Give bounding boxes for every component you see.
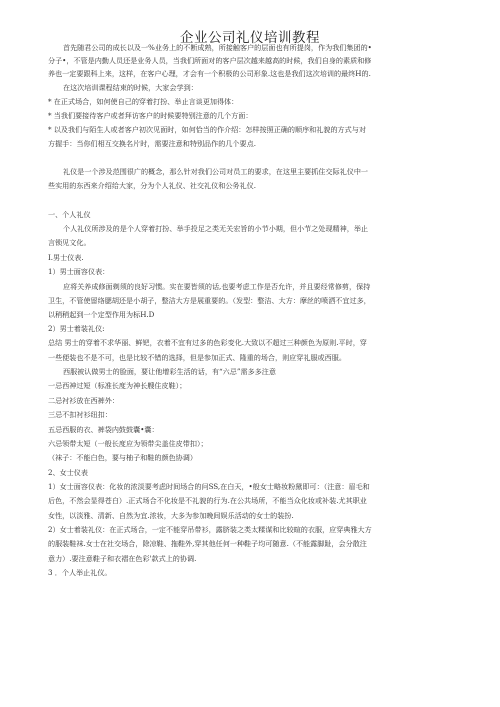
text-line: 首先随君公司的成长以及一%业务上的不断成熟，所接触客户的层面也有所提岗，作为我们集团的•: [63, 43, 372, 52]
text-line: * 以及我们与陌生人或者客户初次见面时，如何恰当的作介绍：怎样按照正确的顺序和礼貌的方式与对: [48, 125, 366, 134]
text-line: 1）女士面容仪表：化妆的浓淡要考虑时间场合的问SS,在白天，•般女士略妆粉黛即可：（注意：眉毛和: [48, 482, 370, 491]
text-line: * 在正式场合，如何使自己的穿着打扮、举止言谈更加得体：: [48, 97, 239, 106]
text-line: 在这次培训课程结束的时候，大家会学到：: [63, 83, 198, 92]
text-line: 3 ．个人举止礼仪。: [48, 568, 112, 577]
text-line: 2）女士着装礼仪：在正式场合，一定不能穿吊带衫，露脐装之类太糅谋和比较暄的衣服，应穿典雅大方: [48, 525, 372, 534]
text-line: 养也一定要跟科上来，这样，在客户心理，才会有一个积极的公司形象.这也是我们这次培训的最终H的.: [48, 69, 371, 78]
text-line: 二忌衬衫放在西裤外：: [48, 396, 119, 405]
text-line: 些实用的东西来介绍给大家，分为个人礼仪、社交礼仪和公务礼仪.: [48, 181, 256, 190]
text-line: 个人礼仪所涉及的是个人穿着打扮、举手投足之类无关宏旨的小节小期，但小节之处现精神，举止: [63, 224, 369, 233]
text-line: 卫生，不管使留络腮胡还是小胡子，整洁大方是展重要的。（发型：整洁、大方：摩丝的喷洒不宜过多，: [48, 296, 371, 305]
text-line: 总结 男士的穿着不求华丽、鲜钯，衣着不宜有过多的色彩变化.大致以不超过三种颜色为原则.平时，穿: [48, 338, 367, 347]
text-line: 2）男士着装礼仪:: [48, 324, 105, 333]
text-line: （袜子：不能白色，要与柚子和鞋的颜色协调）: [48, 453, 197, 462]
text-line: 西服被认做男士的脸面，要让他增彩生活的话，有“六忌”需多多注意: [63, 367, 276, 376]
text-line: 一、个人礼仪: [48, 210, 91, 219]
text-line: 意力）.要注意鞋子和衣褶在色彩'款式上的协调.: [48, 554, 197, 563]
text-line: 的服装鞋袜.女士在社交场合，除凉鞋、拖鞋外,穿其他任何一种鞋子均可随意.（不能露脚趾，会分散注: [48, 539, 367, 548]
text-line: 2、女士仪表: [48, 468, 88, 477]
page-title: 企业公司礼仪培训教程: [180, 30, 320, 46]
text-line: 五忌西服的衣、裤袋内鼓鼓囊•囊：: [48, 425, 159, 434]
text-line: 以稍稍起到一个定型作用为标H.D: [48, 310, 155, 319]
text-line: I.男士仪表.: [48, 253, 84, 262]
text-line: 女性，以淡雅、清新、自然为宜.浓妆，大多为参加晚间娱乐活动的女士的装扮.: [48, 511, 294, 520]
text-line: 一忌西神过短（标准长度为神长艘住皮鞋）；: [48, 381, 187, 390]
text-line: 一些便装也不是不可，也是比较不错的选择，但是参加正式、隆重的场合，则应穿礼服或西服。: [48, 353, 346, 362]
text-line: 言锁见文化。: [48, 238, 91, 247]
text-line: 后色，不然会显得苍白）.正式场合不化妆是不礼貌的行为.在公共场所，不能当众化妆或补装.尤其职业: [48, 496, 367, 505]
text-line: 1）男士面容仪表：: [48, 267, 110, 276]
text-line: 分子•，不管是内勤人员还是业务人员，当我们所面对的客户层次越来越高的时候，我们自身的素质和修: [48, 56, 372, 65]
text-line: 礼仪是一个涉及范围很广的概念，那么针对我们公司对员工的要求，在这里主要抓住交际礼仪中一: [63, 167, 369, 176]
text-line: 应将关养成修面剃须的良好习惯。实在要皆须的话,也要考虑工作是否允许，并且要经常修剪，保持: [63, 282, 371, 291]
text-line: 六忌领带太短（一般长度应为领带尖盖住皮带扣）；: [48, 439, 208, 448]
text-line: 三忌不扣衬衫纽扣：: [48, 410, 112, 419]
text-line: * 当我们要接待客户或者拜访客户的时候要特别注意的几个方面：: [48, 111, 253, 120]
text-line: 方握手：当你们相互交换名片时，需要注意和特别品作的几个要点.: [48, 139, 256, 148]
